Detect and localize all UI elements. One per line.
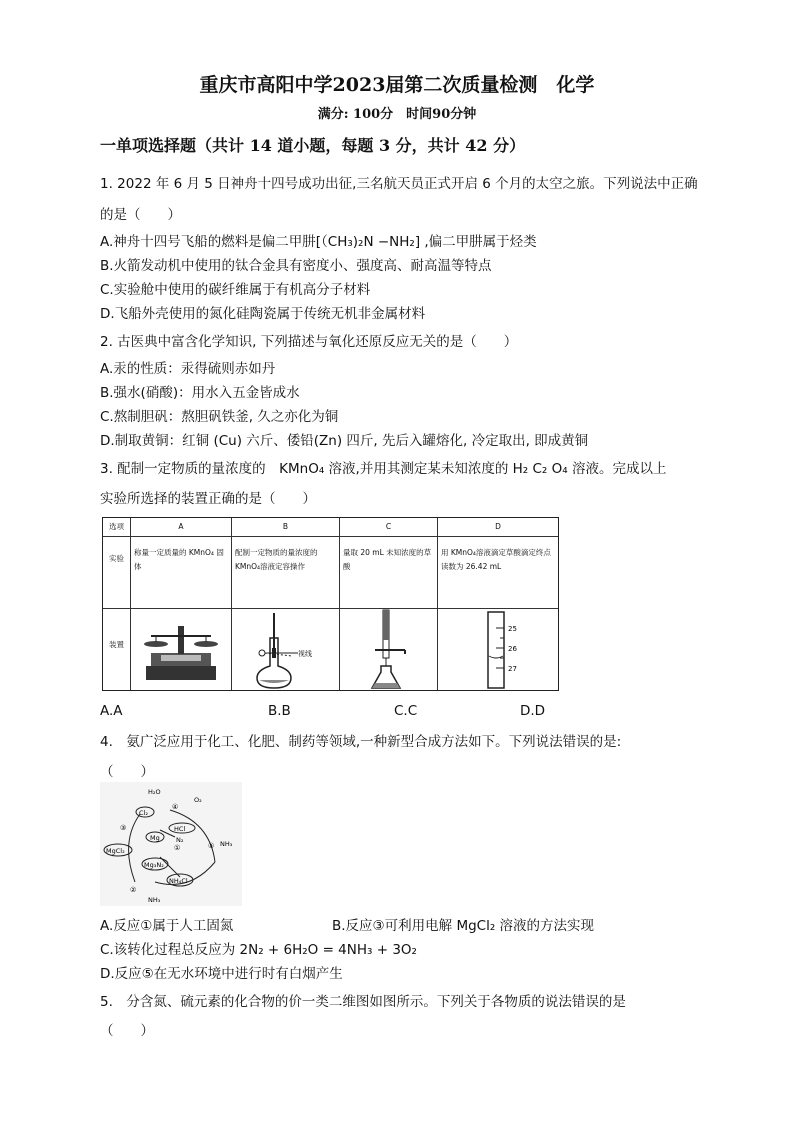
q5-blank: （ ） (100, 1023, 154, 1039)
table-header-row (103, 518, 558, 537)
q3-option-c: C.C (394, 703, 418, 719)
apparatus-table (102, 517, 559, 691)
q2-option-a: A.汞的性质：汞得硫则赤如丹 (100, 361, 276, 377)
table-header-c: C (340, 518, 438, 536)
row-label-apparatus: 装置 (103, 608, 131, 690)
label-mg: Mg (150, 834, 160, 842)
q1-option-a: A.神舟十四号飞船的燃料是偏二甲肼[（CH₃)₂N −NH₂] ,偏二甲肼属于烃类 (100, 234, 537, 250)
page-title: 重庆市高阳中学2023届第二次质量检测 化学 (199, 74, 595, 96)
table-row-experiment (103, 536, 558, 609)
burette-mark-27: 27 (508, 665, 517, 673)
q2-option-b: B.强水(硝酸)：用水入五金皆成水 (100, 385, 300, 401)
table-header-b: B (232, 518, 340, 536)
q3-option-a: A.A (100, 703, 123, 719)
label-n2: N₂ (176, 836, 184, 844)
section-title: 一单项选择题（共计 14 道小题，每题 3 分，共计 42 分） (100, 136, 526, 155)
step-3: ③ (120, 824, 127, 832)
cycle-svg (100, 782, 242, 906)
step-4: ④ (172, 803, 179, 811)
cell-d-experiment: 用 KMnO₄溶液滴定草酸滴定终点读数为 26.42 mL (441, 548, 551, 571)
q3-stem-line1: 3. 配制一定物质的量浓度的 KMnO₄ 溶液,并用其测定某未知浓度的 H₂ C₂ O₄ 溶液。完成以上 (100, 461, 667, 477)
q1-option-c: C.实验舱中使用的碳纤维属于有机高分子材料 (100, 282, 371, 298)
sight-line-label: 视线 (298, 650, 312, 658)
label-cl2: Cl₂ (139, 809, 148, 817)
cell-d-apparatus (438, 608, 558, 690)
label-nh4cl: NH₄Cl (169, 877, 188, 885)
label-nh3-right: NH₃ (220, 840, 233, 848)
q4-stem: 4. 氨广泛应用于化工、化肥、制药等领域,一种新型合成方法如下。下列说法错误的是: (100, 734, 622, 750)
q1-option-b: B.火箭发动机中使用的钛合金具有密度小、强度高、耐高温等特点 (100, 258, 492, 274)
q3-option-d: D.D (520, 703, 546, 719)
q4-option-c: C.该转化过程总反应为 2N₂ + 6H₂O = 4NH₃ + 3O₂ (100, 942, 417, 958)
q4-blank: （ ） (100, 764, 154, 780)
cell-c-experiment: 量取 20 mL 未知浓度的草酸 (340, 536, 438, 608)
table-header-option: 选项 (103, 518, 131, 536)
q4-option-b: B.反应③可利用电解 MgCl₂ 溶液的方法实现 (332, 918, 595, 934)
label-nh3-bottom: NH₃ (148, 896, 161, 904)
table-header-d: D (495, 522, 501, 531)
q1-stem-line2: 的是（ ） (100, 207, 181, 223)
step-1: ① (174, 844, 181, 852)
q2-option-d: D.制取黄铜：红铜 (Cu) 六斤、倭铅(Zn) 四斤, 先后入罐熔化, 冷定取出, 即成黄铜 (100, 433, 589, 449)
balance-icon (131, 608, 231, 690)
q2-stem: 2. 古医典中富含化学知识, 下列描述与氧化还原反应无关的是（ ） (100, 334, 518, 350)
cell-b-apparatus (232, 608, 340, 690)
burette-reading-icon (438, 608, 558, 690)
table-row-apparatus (103, 608, 558, 690)
burette-mark-26: 26 (508, 645, 517, 653)
row-label-experiment: 实验 (103, 536, 131, 608)
label-mgcl2: MgCl₂ (106, 847, 125, 855)
label-h2o: H₂O (148, 788, 161, 796)
q1-stem-line1: 1. 2022 年 6 月 5 日神舟十四号成功出征,三名航天员正式开启 6 个月的太空之旅。下列说法中正确 (100, 176, 698, 192)
cell-c-apparatus (340, 608, 438, 690)
burette-mark-25: 25 (508, 625, 517, 633)
exam-info: 满分: 100分 时间90分钟 (317, 107, 477, 122)
ammonia-cycle-diagram (100, 782, 242, 906)
cell-a-experiment: 称量一定质量的 KMnO₄ 固体 (131, 536, 232, 608)
burette-flask-icon (340, 608, 438, 690)
cell-a-apparatus (131, 608, 232, 690)
table-header-a: A (131, 518, 232, 536)
q1-option-d: D.飞船外壳使用的氮化硅陶瓷属于传统无机非金属材料 (100, 306, 426, 322)
label-o2: O₂ (194, 796, 202, 804)
step-5: ⑤ (208, 842, 215, 850)
q3-option-b: B.B (268, 703, 291, 719)
q5-stem: 5. 分含氮、硫元素的化合物的价一类二维图如图所示。下列关于各物质的说法错误的是 (100, 994, 626, 1010)
q2-option-c: C.熬制胆矾：熬胆矾铁釜, 久之亦化为铜 (100, 409, 339, 425)
q4-option-a: A.反应①属于人工固氮 (100, 918, 234, 934)
cell-b-experiment: 配制一定物质的量浓度的 KMnO₄溶液定容操作 (232, 536, 340, 608)
volumetric-flask-icon (232, 608, 340, 690)
label-hcl: HCl (174, 825, 186, 833)
q3-stem-line2: 实验所选择的装置正确的是（ ） (100, 491, 316, 507)
q4-option-d: D.反应⑤在无水环境中进行时有白烟产生 (100, 966, 343, 982)
step-2: ② (130, 886, 137, 894)
label-mg3n2: Mg₃N₂ (144, 861, 164, 869)
